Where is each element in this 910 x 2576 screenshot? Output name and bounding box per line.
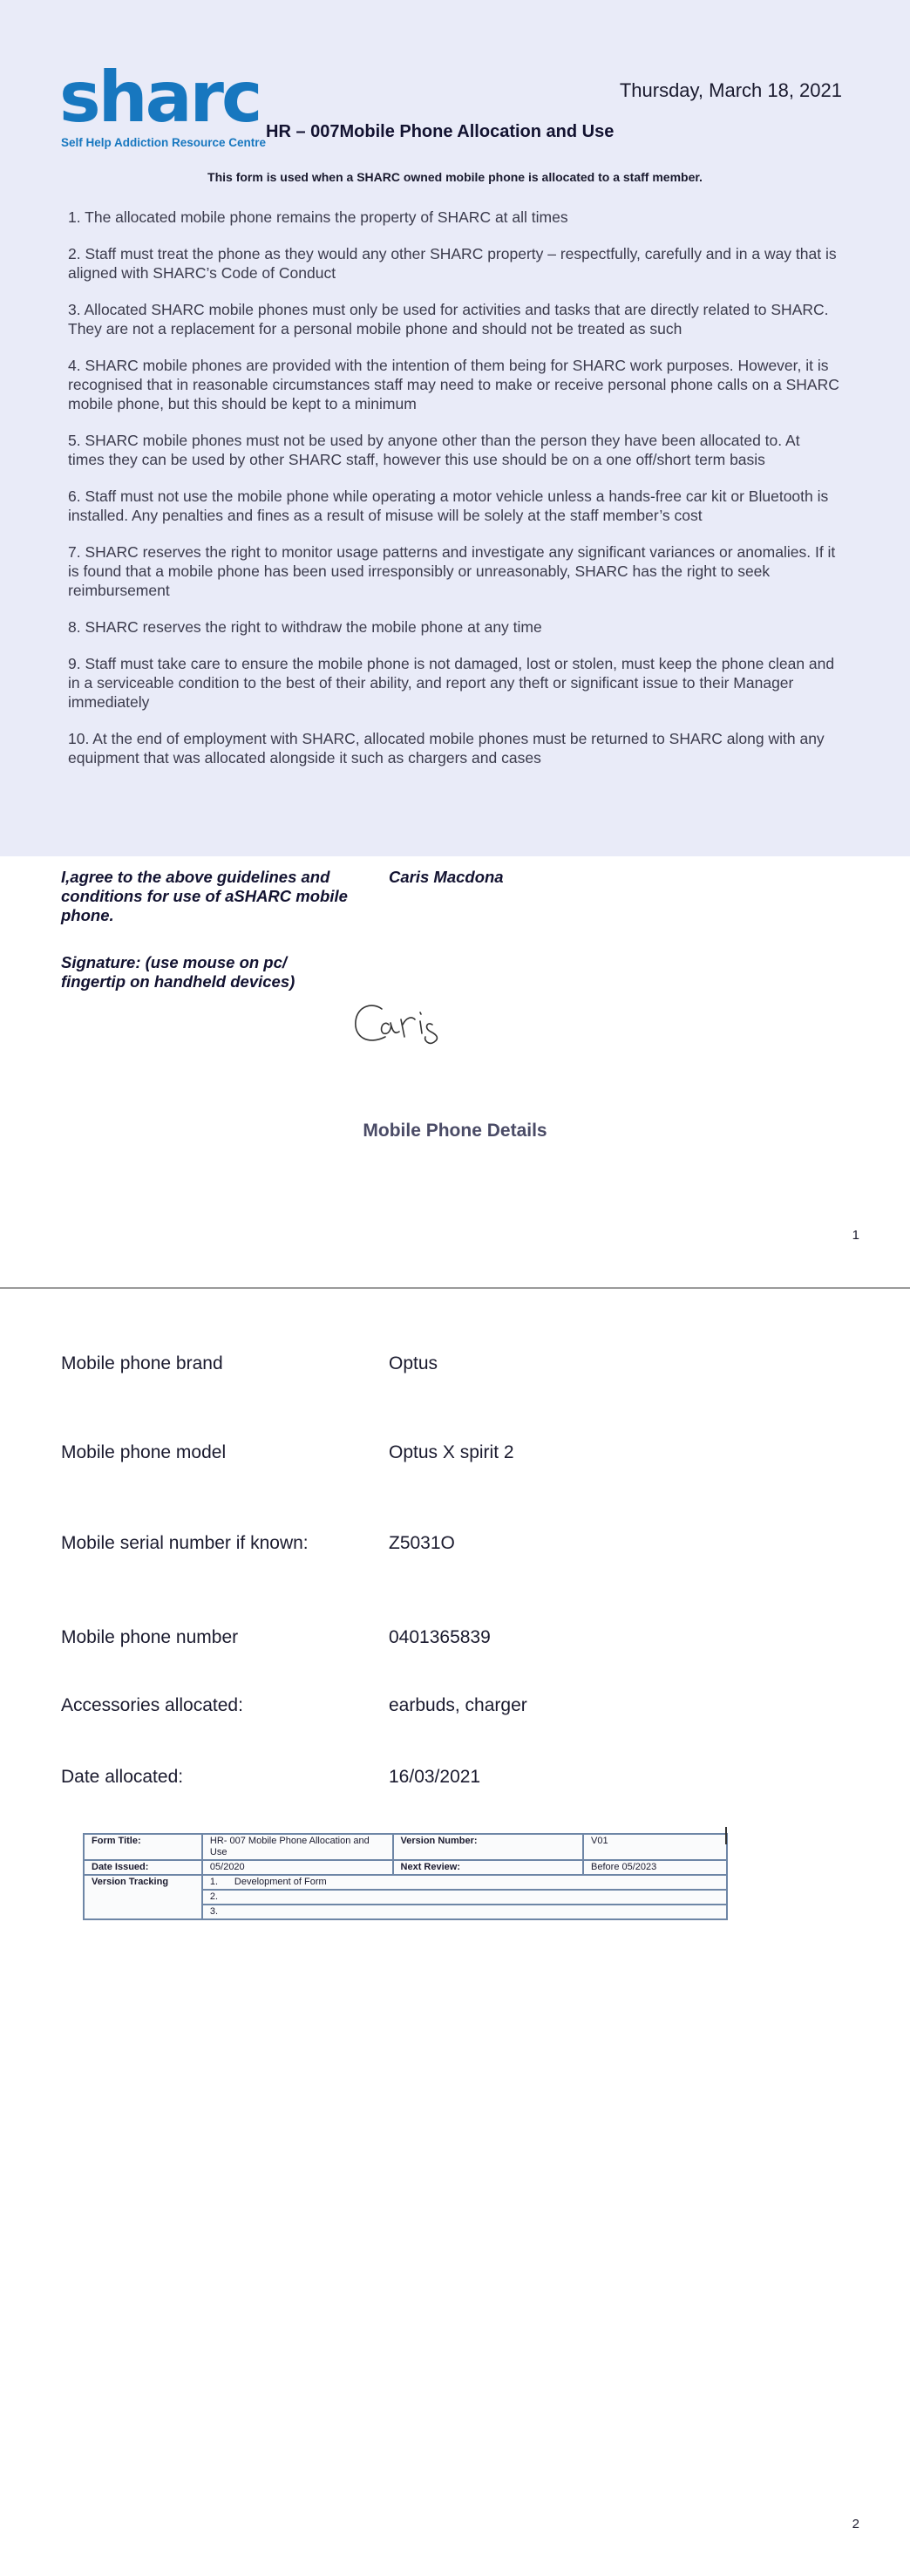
tracking-entry: [202, 1905, 727, 1919]
date-allocated-label: Date allocated:: [61, 1767, 184, 1787]
guideline-item: 3. Allocated SHARC mobile phones must only be used for activities and tasks that are directly related to SHARC. They are not a replacement for a personal mobile phone and should not be treated as such: [68, 301, 829, 337]
serial-number-label: Mobile serial number if known:: [61, 1533, 309, 1553]
tracking-number: 1.: [209, 1877, 219, 1887]
form-header-band: [0, 0, 910, 856]
table-row: [84, 1834, 727, 1860]
tracking-text: Development of Form: [234, 1877, 327, 1887]
version-control-table: [83, 1833, 728, 1920]
form-title-cell: HR- 007 Mobile Phone Allocation and Use: [202, 1834, 393, 1860]
next-review-cell: Before 05/2023: [583, 1860, 727, 1875]
guideline-item: 2. Staff must treat the phone as they would any other SHARC property – respectfully, carefully and in a way that is aligned with SHARC’s Code of Conduct: [68, 245, 837, 282]
logo-wordmark: sharc: [59, 57, 261, 138]
phone-brand-value: Optus: [389, 1353, 438, 1373]
text-cursor: [725, 1827, 727, 1844]
agreement-name: Caris Macdona: [389, 868, 504, 886]
next-review-label: Next Review:: [393, 1860, 584, 1875]
version-tracking-label: Version Tracking: [84, 1875, 202, 1919]
tracking-number: 3.: [209, 1906, 219, 1917]
tracking-entry: [202, 1890, 727, 1905]
table-row: [84, 1875, 727, 1890]
guideline-item: 1. The allocated mobile phone remains the property of SHARC at all times: [68, 208, 568, 226]
tracking-entry: [202, 1875, 727, 1890]
sharc-logo: [59, 57, 267, 153]
form-title: HR – 007Mobile Phone Allocation and Use: [266, 122, 615, 141]
guideline-item: 9. Staff must take care to ensure the mobile phone is not damaged, lost or stolen, must keep the phone clean and in a serviceable condition to the best of their ability, and report any theft or significant issue to their Manager immediately: [68, 655, 835, 711]
signature-pad[interactable]: [349, 998, 462, 1060]
serial-number-value: Z5031O: [389, 1533, 455, 1553]
date-allocated-value: 16/03/2021: [389, 1767, 481, 1787]
guideline-item: 10. At the end of employment with SHARC, allocated mobile phones must be returned to SHARC along with any equipment that was allocated alongside it such as chargers and cases: [68, 730, 825, 767]
logo-tagline: Self Help Addiction Resource Centre: [61, 136, 267, 149]
agreement-statement: I,agree to the above guidelines and conditions for use of aSHARC mobile phone.: [61, 868, 348, 924]
page-number: 2: [852, 2517, 859, 2532]
phone-number-value: 0401365839: [389, 1627, 491, 1647]
version-number-label: Version Number:: [393, 1834, 584, 1860]
accessories-label: Accessories allocated:: [61, 1695, 243, 1715]
date-issued-cell: 05/2020: [202, 1860, 393, 1875]
phone-number-label: Mobile phone number: [61, 1627, 239, 1647]
date-issued-label: Date Issued:: [84, 1860, 202, 1875]
guideline-item: 4. SHARC mobile phones are provided with the intention of them being for SHARC work purposes. However, it is recognised that in reasonable circumstances staff may need to make or receive personal phone calls on a SHARC mobile phone, but this should be kept to a minimum: [68, 357, 839, 412]
accessories-value: earbuds, charger: [389, 1695, 527, 1715]
phone-brand-label: Mobile phone brand: [61, 1353, 223, 1373]
phone-model-label: Mobile phone model: [61, 1442, 227, 1462]
tracking-number: 2.: [209, 1891, 219, 1902]
page-divider: [0, 1287, 910, 1289]
guideline-item: 8. SHARC reserves the right to withdraw the mobile phone at any time: [68, 618, 542, 636]
form-intro: This form is used when a SHARC owned mobile phone is allocated to a staff member.: [207, 170, 703, 184]
guideline-item: 5. SHARC mobile phones must not be used by anyone other than the person they have been allocated to. At times they can be used by other SHARC staff, however this use should be on a one off/short term basis: [68, 432, 800, 468]
page-number: 1: [852, 1228, 859, 1243]
details-section-title: Mobile Phone Details: [363, 1121, 547, 1141]
signature-label: Signature: (use mouse on pc/ fingertip on handheld devices): [61, 953, 295, 991]
table-row: [84, 1860, 727, 1875]
form-title-label: Form Title:: [84, 1834, 202, 1860]
guideline-item: 7. SHARC reserves the right to monitor usage patterns and investigate any significant variances or anomalies. If it is found that a mobile phone has been used irresponsibly or unreasonably, SHARC has the right to seek reimbursement: [68, 543, 836, 599]
form-date: Thursday, March 18, 2021: [619, 79, 842, 101]
version-number-cell: V01: [583, 1834, 727, 1860]
phone-model-value: Optus X spirit 2: [389, 1442, 514, 1462]
signature-stroke: [356, 1005, 438, 1043]
guideline-item: 6. Staff must not use the mobile phone while operating a motor vehicle unless a hands-free car kit or Bluetooth is installed. Any penalties and fines as a result of misuse will be solely at the staff member’s cost: [68, 487, 829, 524]
guidelines-list: [68, 208, 840, 785]
